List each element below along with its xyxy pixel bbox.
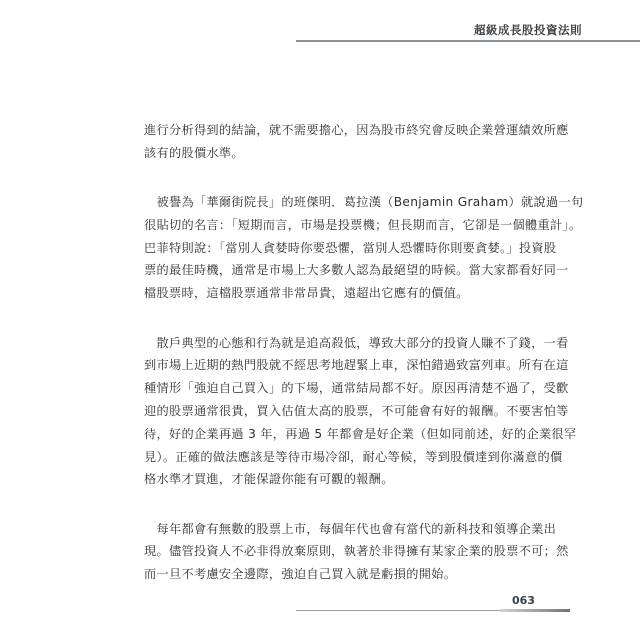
text-line: 該有的股價水準。 <box>144 145 244 160</box>
text-line: 票的最佳時機，通常是市場上大多數人認為最絕望的時候。當大家都看好同一 <box>144 263 569 278</box>
text-line: 現。儘管投資人不必非得放棄原則，執著於非得擁有某家企業的股票不可；然 <box>144 544 569 559</box>
text-line: 迎的股票通常很貴，買入估值太高的股票，不可能會有好的報酬。不要害怕等 <box>144 403 569 418</box>
page-number: 063 <box>512 594 535 607</box>
text-line: 很貼切的名言：「短期而言，市場是投票機；但長期而言，它卻是一個體重計」。 <box>144 217 582 232</box>
header-rule <box>296 40 640 42</box>
text-line: 檔股票時，這檔股票通常非常昂貴，遠超出它應有的價值。 <box>144 286 469 301</box>
text-line: 進行分析得到的結論，就不需要擔心，因為股市終究會反映企業營運績效所應 <box>144 123 569 137</box>
text-line: 巴菲特則說：「當別人貪婪時你要恐懼，當別人恐懼時你則要貪婪。」投資股 <box>144 240 557 255</box>
text-line: 到市場上近期的熱門股就不經思考地趕緊上車，深怕錯過致富列車。所有在這 <box>144 358 569 373</box>
footer-accent-bar <box>500 609 570 612</box>
paragraph-3 <box>144 332 577 492</box>
text-line: 種情形「強迫自己買入」的下場，通常結局都不好。原因再清楚不過了，受歡 <box>144 381 569 396</box>
text-line: 格水準才買進，才能保證你能有可觀的報酬。 <box>144 472 394 487</box>
paragraph-4 <box>144 518 569 586</box>
paragraph-2 <box>144 191 584 305</box>
paragraph-1 <box>144 119 569 165</box>
text-line: 待，好的企業再過 3 年，再過 5 年都會是好企業（但如同前述，好的企業很罕 <box>144 426 577 441</box>
running-header-title: 超級成長股投資法則 <box>474 23 582 37</box>
text-line: 而一旦不考慮安全邊際，強迫自己買入就是虧損的開始。 <box>144 567 457 582</box>
text-line: 每年都會有無數的股票上市，每個年代也會有當代的新科技和領導企業出 <box>144 521 557 536</box>
text-line: 被譽為「華爾街院長」的班傑明．葛拉漢（Benjamin Graham）就說過一句 <box>144 195 584 210</box>
text-line: 散戶典型的心態和行為就是追高殺低，導致大部分的投資人賺不了錢，一看 <box>144 335 569 350</box>
text-line: 見）。正確的做法應該是等待市場冷卻，耐心等候，等到股價達到你滿意的價 <box>144 449 563 464</box>
